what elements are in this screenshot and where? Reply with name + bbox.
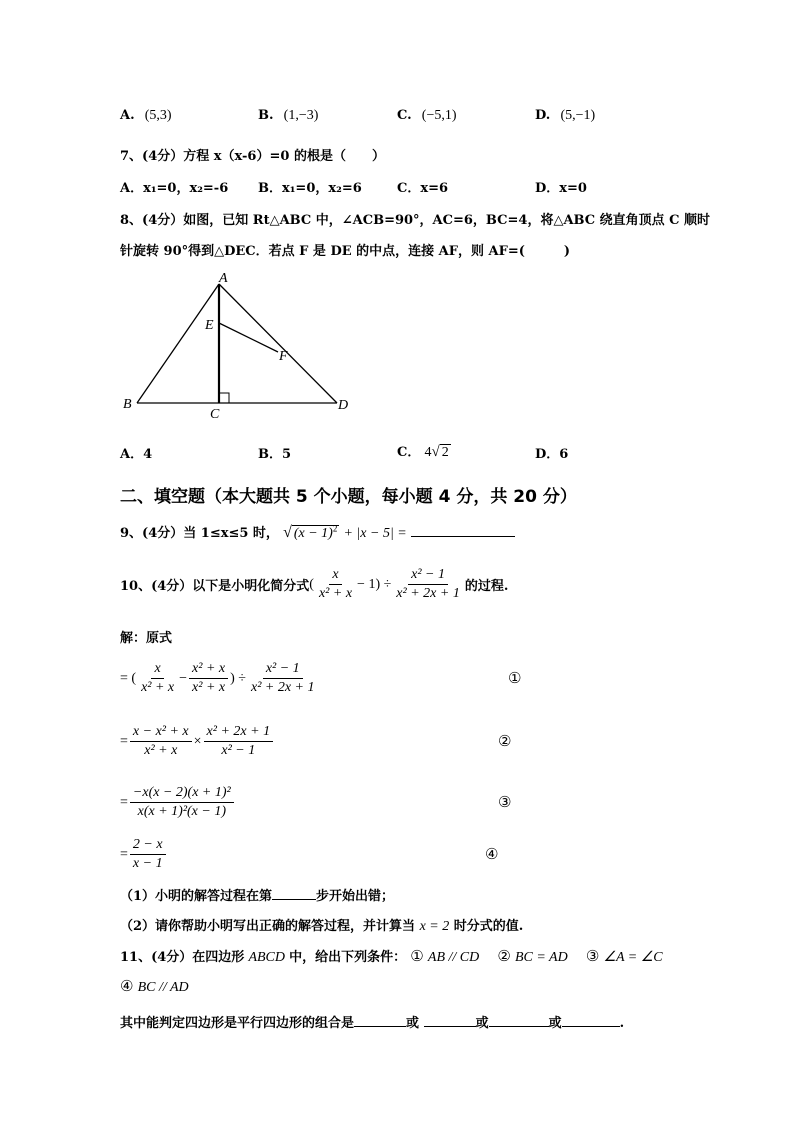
numerator: x [151, 660, 163, 679]
denominator: x − 1 [132, 856, 163, 871]
q7-option-b: B．x₁=0，x₂=6 [258, 181, 362, 196]
q8-option-c [397, 441, 451, 461]
equals: = ( [120, 670, 137, 686]
operator: − 1) ÷ [357, 576, 392, 592]
part-1-prefix: （1）小明的解答过程在第 [120, 889, 273, 904]
numerator: x² − 1 [408, 566, 448, 585]
coefficient: 4 [424, 445, 432, 460]
q9-stem: 9、(4分）当 1≤x≤5 时， [120, 526, 279, 541]
equals: = [120, 794, 128, 810]
part-2-math: x = 2 [419, 919, 450, 934]
q11-line-3 [120, 1012, 624, 1031]
q11-stem-mid: 中，给出下列条件： [289, 950, 407, 965]
quad-name: ABCD [248, 950, 285, 965]
fraction [189, 660, 228, 697]
step-1-marker: ① [508, 669, 522, 687]
solution-label: 解：原式 [120, 631, 173, 646]
section-heading: 二、填空题（本大题共 5 个小题，每小题 4 分，共 20 分） [120, 487, 577, 507]
denominator: x(x + 1)²(x − 1) [137, 804, 227, 819]
condition-3: ∠A = ∠C [603, 950, 663, 965]
numerator: x − x² + x [130, 723, 192, 742]
fraction [393, 566, 463, 603]
label-f: F [279, 349, 288, 364]
q11-stem: 11、(4分）在四边形 [120, 950, 245, 965]
option-label: B. [258, 108, 274, 123]
answer-blank-3[interactable] [489, 1026, 549, 1027]
q9-answer-blank[interactable] [411, 536, 515, 537]
q8-stem-line1: 8、(4分）如图，已知 Rt△ABC 中，∠ACB=90°，AC=6，BC=4，将△ABC 绕直角顶点 C 顺时 [120, 213, 711, 228]
q6-option-d [535, 108, 595, 124]
label-d: D [338, 398, 349, 413]
condition-2: BC = AD [514, 950, 568, 965]
option-label: C． [397, 445, 421, 460]
operator: ) ÷ [230, 670, 246, 686]
operator: × [193, 733, 202, 749]
sqrt-sign: √ [283, 524, 292, 541]
operator: − [179, 670, 188, 686]
q10-part-2 [120, 915, 523, 935]
q9-abs-expr: + |x − 5| = [343, 526, 407, 541]
q7-stem: 7、(4分）方程 x（x-6）=0 的根是（ ） [120, 149, 385, 164]
answer-blank-2[interactable] [424, 1026, 476, 1027]
q10-stem-prefix: 10、(4分）以下是小明化简分式 [120, 579, 310, 594]
q10-step-2 [120, 723, 275, 760]
fraction [138, 660, 177, 697]
option-value: (−5,1) [421, 108, 457, 123]
fraction [130, 723, 192, 760]
answer-blank-4[interactable] [562, 1026, 620, 1027]
denominator: x² + x [144, 743, 178, 758]
q11-line-1 [120, 946, 663, 966]
label-b: B [123, 397, 132, 412]
condition-3-marker: ③ [585, 947, 600, 965]
q9-radicand [292, 525, 340, 541]
denominator: x² − 1 [221, 743, 256, 758]
q6-option-c [397, 108, 457, 124]
condition-1: AB // CD [427, 950, 480, 965]
numerator: x² − 1 [263, 660, 303, 679]
option-label: D. [535, 108, 551, 123]
equals: = [120, 846, 128, 862]
radicand: 2 [441, 445, 449, 460]
q8-option-d: D．6 [535, 447, 569, 462]
denominator: x² + x [192, 680, 226, 695]
q7-option-a: A．x₁=0，x₂=-6 [120, 181, 229, 196]
fraction [316, 566, 355, 603]
q9 [120, 522, 515, 542]
step-2-marker: ② [498, 732, 512, 750]
q11-answer-prompt: 其中能判定四边形是平行四边形的组合是 [120, 1016, 355, 1031]
label-c: C [210, 407, 220, 422]
q6-option-a [120, 108, 172, 124]
radicand-expr: (x − 1) [293, 526, 333, 541]
part-1-blank[interactable] [272, 899, 316, 900]
q8-triangle-figure [115, 268, 355, 428]
condition-4: BC // AD [137, 980, 189, 995]
option-label: C. [397, 108, 412, 123]
q10-step-3 [120, 784, 236, 821]
q8-stem-line2: 针旋转 90°得到△DEC．若点 F 是 DE 的中点，连接 AF，则 AF=( ) [120, 244, 571, 259]
segment-ef [219, 323, 278, 352]
label-a: A [219, 271, 228, 286]
condition-2-marker: ② [497, 947, 511, 965]
option-label: A. [120, 108, 135, 123]
sqrt-sign: √ [431, 444, 440, 460]
q10-step-1 [120, 660, 320, 697]
q7-option-c: C．x=6 [397, 181, 449, 196]
step-4-marker: ④ [485, 845, 499, 863]
exponent: 2 [332, 523, 338, 534]
q10-step-4 [120, 836, 168, 873]
option-value: (1,−3) [283, 108, 319, 123]
q6-option-b [258, 108, 318, 124]
denominator: x² + x [318, 586, 353, 601]
equals: = [120, 733, 128, 749]
condition-1-marker: ① [410, 947, 424, 965]
or-text: 或 [548, 1016, 562, 1031]
answer-blank-1[interactable] [354, 1026, 406, 1027]
period: . [619, 1016, 625, 1031]
segment-ad [219, 284, 337, 403]
right-angle-mark [219, 393, 229, 403]
numerator: x² + 2x + 1 [204, 723, 274, 742]
step-3-marker: ③ [498, 793, 512, 811]
condition-4-marker: ④ [120, 977, 134, 995]
label-e: E [205, 318, 214, 333]
q10-part-1 [120, 885, 394, 904]
numerator: x² + x [189, 660, 228, 679]
numerator: 2 − x [130, 836, 166, 855]
fraction [130, 836, 166, 873]
fraction [130, 784, 234, 821]
fraction [248, 660, 318, 697]
q7-option-d: D．x=0 [535, 181, 587, 196]
denominator: x² + 2x + 1 [396, 586, 460, 601]
q10-stem [120, 566, 508, 603]
or-text: 或 [475, 1016, 489, 1031]
q8-option-a: A．4 [120, 447, 153, 462]
numerator: x [329, 566, 341, 585]
part-1-suffix: 步开始出错； [316, 889, 395, 904]
part-2-suffix: 时分式的值. [453, 919, 524, 934]
option-value: (5,−1) [560, 108, 596, 123]
or-text: 或 [406, 1016, 420, 1031]
option-value: (5,3) [144, 108, 172, 123]
fraction [204, 723, 274, 760]
q8-option-b: B．5 [258, 447, 292, 462]
denominator: x² + 2x + 1 [250, 680, 315, 695]
numerator: −x(x − 2)(x + 1)² [130, 784, 234, 803]
segment-ab [137, 284, 219, 403]
q11-line-2 [120, 977, 189, 996]
denominator: x² + x [141, 680, 175, 695]
paren: ( [309, 576, 314, 592]
part-2-prefix: （2）请你帮助小明写出正确的解答过程，并计算当 [120, 919, 416, 934]
q10-stem-suffix: 的过程. [464, 579, 509, 594]
